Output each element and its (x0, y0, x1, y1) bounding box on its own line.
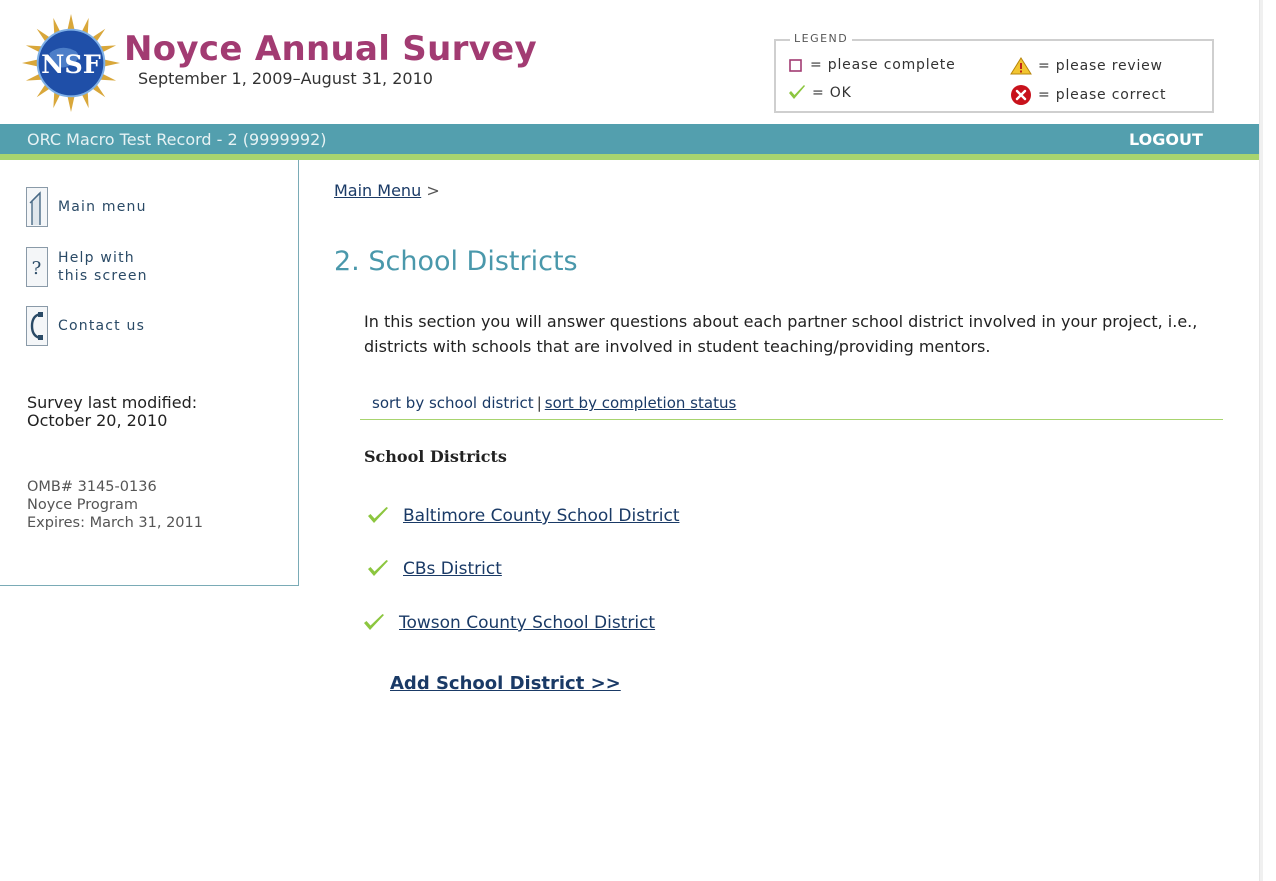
contact-link[interactable] (26, 306, 145, 346)
omb-number: OMB# 3145-0136 (27, 479, 157, 495)
checkmark-icon (363, 612, 385, 634)
survey-period: September 1, 2009–August 31, 2010 (138, 69, 433, 88)
districts-heading: School Districts (364, 447, 507, 466)
nsf-logo (22, 14, 120, 112)
legend-ok (788, 84, 852, 102)
last-modified-label: Survey last modified: (27, 393, 198, 412)
help-label-line1: Help with (58, 250, 135, 266)
legend-title: LEGEND (790, 32, 852, 45)
empty-box-icon (788, 57, 804, 73)
section-intro: In this section you will answer questions about each partner school district involved in your project, i.e., districts with schools that are involved in student teaching/providing mentors. (364, 312, 1198, 356)
breadcrumb-main-menu[interactable]: Main Menu (334, 181, 422, 200)
last-modified (27, 394, 197, 430)
district-link[interactable]: Towson County School District (399, 613, 656, 633)
checkmark-icon (367, 505, 389, 527)
legend-review-label: = please review (1038, 58, 1163, 74)
page-scrollbar[interactable] (1259, 0, 1276, 881)
expiration: Expires: March 31, 2011 (27, 515, 203, 531)
survey-title: Noyce Annual Survey (124, 29, 537, 69)
district-item (367, 505, 679, 527)
checkmark-icon (367, 558, 389, 580)
checkmark-icon (788, 84, 806, 102)
home-icon (26, 187, 48, 227)
help-label (58, 249, 148, 285)
error-icon (1010, 84, 1032, 106)
help-icon (26, 247, 48, 287)
phone-icon (26, 306, 48, 346)
legend-correct-label: = please correct (1038, 87, 1167, 103)
district-link[interactable]: Baltimore County School District (403, 506, 680, 526)
sort-bar (360, 393, 1223, 420)
svg-text:NSF: NSF (41, 49, 101, 80)
contact-label: Contact us (58, 318, 146, 334)
legend-ok-label: = OK (812, 85, 852, 101)
add-district-link[interactable]: Add School District >> (390, 673, 621, 694)
svg-text:?: ? (31, 258, 43, 279)
help-label-line2: this screen (58, 268, 148, 284)
district-item (363, 612, 655, 634)
sort-separator: | (536, 394, 542, 412)
help-link[interactable] (26, 247, 148, 287)
page-title: 2. School Districts (334, 246, 578, 277)
last-modified-date: October 20, 2010 (27, 411, 168, 430)
record-label: ORC Macro Test Record - 2 (9999992) (27, 130, 327, 149)
legend-complete-label: = please complete (810, 57, 956, 73)
legend (774, 32, 1214, 113)
sort-by-district: sort by school district (372, 394, 534, 412)
omb-info (27, 478, 203, 532)
breadcrumb (334, 181, 440, 200)
legend-review (1010, 57, 1163, 75)
district-item (367, 558, 502, 580)
sidebar (0, 160, 299, 586)
main-menu-label: Main menu (58, 199, 147, 215)
legend-correct (1010, 84, 1166, 106)
header (0, 0, 1260, 124)
program-name: Noyce Program (27, 497, 138, 513)
scrollbar-edge (1260, 0, 1263, 881)
warning-icon (1010, 57, 1032, 75)
district-link[interactable]: CBs District (403, 559, 502, 579)
sort-options (372, 394, 736, 412)
main-menu-link[interactable] (26, 187, 147, 227)
sort-by-status-link[interactable]: sort by completion status (544, 394, 737, 412)
breadcrumb-separator: > (426, 181, 440, 200)
legend-complete (788, 57, 956, 73)
logout-link[interactable]: LOGOUT (1129, 130, 1203, 149)
